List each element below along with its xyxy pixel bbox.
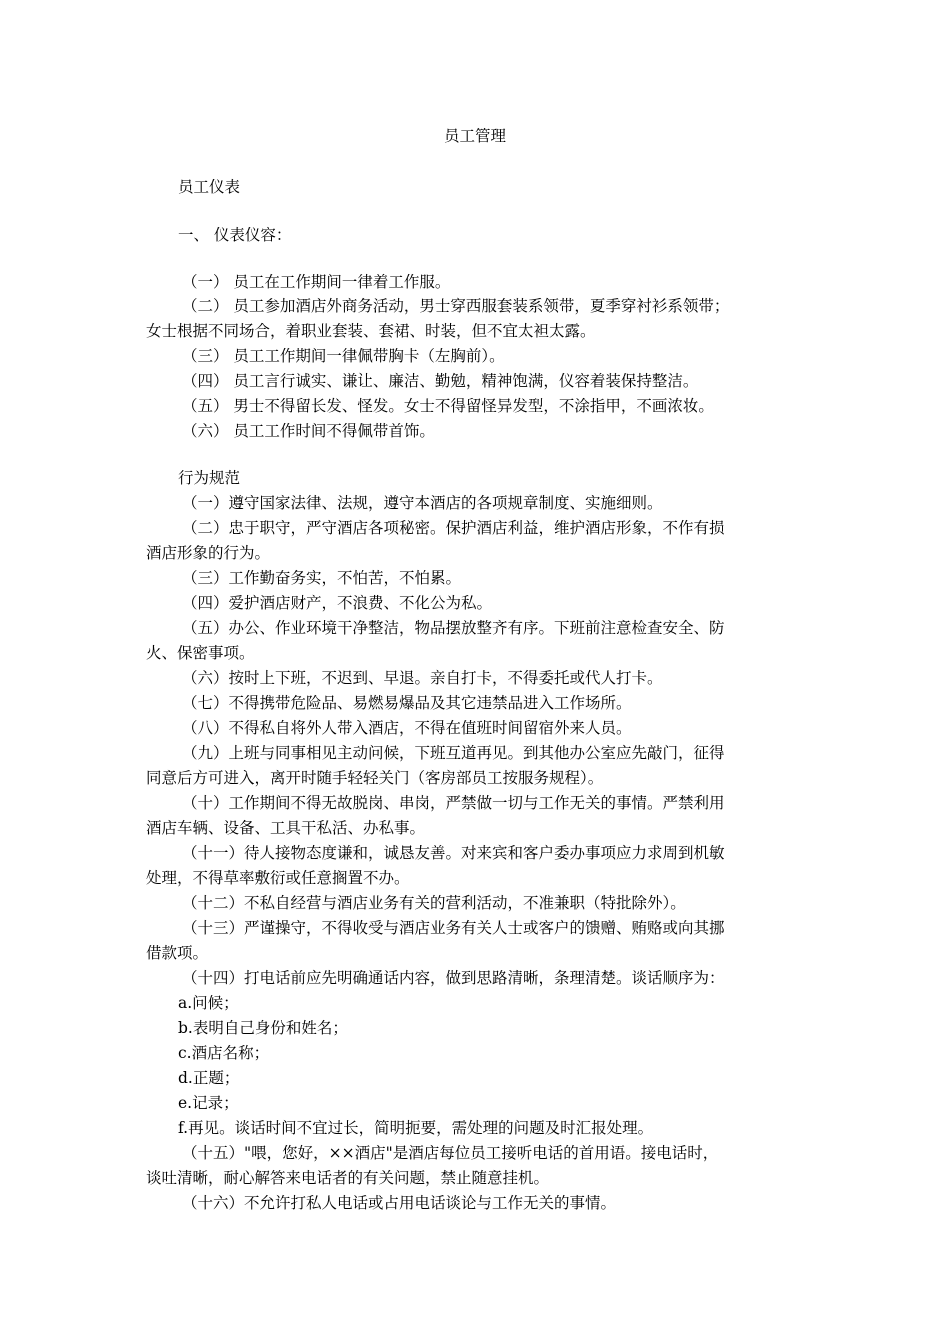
call-step-item: c.酒店名称； <box>178 1044 270 1062</box>
conduct-line: 谈吐清晰，耐心解答来电话者的有关问题，禁止随意挂机。 <box>146 1169 550 1187</box>
conduct-line: （四）爱护酒店财产，不浪费、不化公为私。 <box>182 594 493 612</box>
conduct-line: 酒店形象的行为。 <box>146 544 271 562</box>
conduct-line: （十六）不允许打私人电话或占用电话谈论与工作无关的事情。 <box>182 1194 617 1212</box>
conduct-line: 酒店车辆、设备、工具干私活、办私事。 <box>146 819 426 837</box>
conduct-line: （五）办公、作业环境干净整洁，物品摆放整齐有序。下班前注意检查安全、防 <box>182 619 725 637</box>
section-heading-conduct: 行为规范 <box>178 469 241 487</box>
conduct-line: （十）工作期间不得无故脱岗、串岗，严禁做一切与工作无关的事情。严禁利用 <box>182 794 725 812</box>
appearance-line: （六） 员工工作时间不得佩带首饰。 <box>182 422 435 440</box>
conduct-line: （十五）"喂，您好，××酒店"是酒店每位员工接听电话的首用语。接电话时， <box>182 1144 719 1162</box>
appearance-line: （五） 男士不得留长发、怪发。女士不得留怪异发型，不涂指甲，不画浓妆。 <box>182 397 714 415</box>
conduct-line: （三）工作勤奋务实，不怕苦，不怕累。 <box>182 569 462 587</box>
document-title: 员工管理 <box>443 127 506 145</box>
call-step-item: b.表明自己身份和姓名； <box>178 1019 348 1037</box>
call-step-item: a.问候； <box>178 994 239 1012</box>
conduct-line: （十一）待人接物态度谦和，诚恳友善。对来宾和客户委办事项应力求周到机敏 <box>182 844 725 862</box>
conduct-line: （十四）打电话前应先明确通话内容，做到思路清晰，条理清楚。谈话顺序为： <box>182 969 725 987</box>
call-step-item: f.再见。谈话时间不宜过长，简明扼要，需处理的问题及时汇报处理。 <box>178 1119 654 1137</box>
conduct-line: （七）不得携带危险品、易燃易爆品及其它违禁品进入工作场所。 <box>182 694 632 712</box>
conduct-line: 火、保密事项。 <box>146 644 255 662</box>
conduct-line: （九）上班与同事相见主动问候，下班互道再见。到其他办公室应先敲门，征得 <box>182 744 725 762</box>
section-heading-appearance: 员工仪表 <box>178 178 241 196</box>
conduct-line: （二）忠于职守，严守酒店各项秘密。保护酒店利益，维护酒店形象，不作有损 <box>182 519 725 537</box>
call-step-item: e.记录； <box>178 1094 239 1112</box>
conduct-line: （十三）严谨操守，不得收受与酒店业务有关人士或客户的馈赠、贿赂或向其挪 <box>182 919 725 937</box>
conduct-line: （十二）不私自经营与酒店业务有关的营利活动，不准兼职（特批除外）。 <box>182 894 686 912</box>
appearance-line: （三） 员工工作期间一律佩带胸卡（左胸前）。 <box>182 347 505 365</box>
appearance-line: 女士根据不同场合，着职业套装、套裙、时装，但不宜太袒太露。 <box>146 322 596 340</box>
conduct-line: （八）不得私自将外人带入酒店，不得在值班时间留宿外来人员。 <box>182 719 632 737</box>
conduct-line: 处理，不得草率敷衍或任意搁置不办。 <box>146 869 410 887</box>
conduct-line: （一）遵守国家法律、法规，遵守本酒店的各项规章制度、实施细则。 <box>182 494 663 512</box>
conduct-line: 借款项。 <box>146 944 209 962</box>
conduct-line: 同意后方可进入，离开时随手轻轻关门（客房部员工按服务规程）。 <box>146 769 604 787</box>
appearance-line: （一） 员工在工作期间一律着工作服。 <box>182 273 451 291</box>
subheading-grooming: 一、 仪表仪容： <box>178 226 292 244</box>
conduct-line: （六）按时上下班，不迟到、早退。亲自打卡，不得委托或代人打卡。 <box>182 669 663 687</box>
appearance-line: （二） 员工参加酒店外商务活动，男士穿西服套装系领带，夏季穿衬衫系领带； <box>182 297 730 315</box>
appearance-line: （四） 员工言行诚实、谦让、廉洁、勤勉，精神饱满，仪容着装保持整洁。 <box>182 372 699 390</box>
call-step-item: d.正题； <box>178 1069 240 1087</box>
